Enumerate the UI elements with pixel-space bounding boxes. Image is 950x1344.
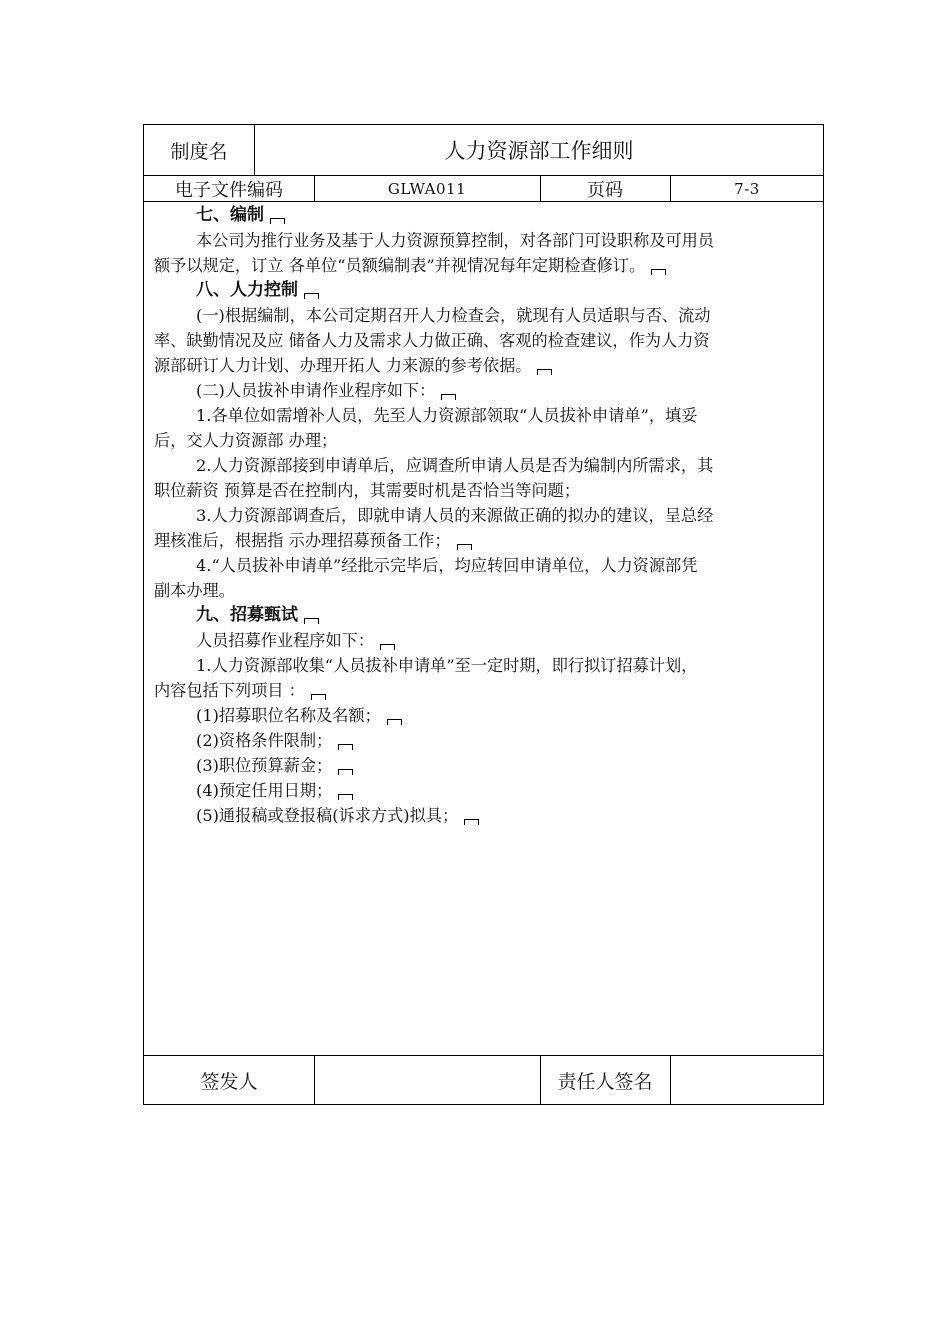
- responsible-label: 责任人签名: [557, 1070, 653, 1093]
- section-heading-9: 九、招募甄试: [196, 603, 319, 628]
- file-code-value: GLWA011: [387, 179, 467, 198]
- list-item: (1)招募职位名称及名额；: [196, 703, 402, 728]
- paragraph-line: 理核准后，根据指 示办理招募预备工作；: [154, 528, 472, 553]
- list-item: (4)预定任用日期；: [196, 778, 353, 803]
- name-label: 制度名: [170, 140, 228, 163]
- issuer-label: 签发人: [200, 1070, 258, 1093]
- file-code-label: 电子文件编码: [175, 179, 283, 201]
- paragraph-line: 副本办理。: [154, 581, 235, 600]
- section-heading-8: 八、人力控制: [196, 278, 319, 303]
- paragraph-line: 本公司为推行业务及基于人力资源预算控制，对各部门可设职称及可用员: [196, 231, 714, 250]
- paragraph-line: 2.人力资源部接到申请单后，应调查所申请人员是否为编制内所需求，其: [196, 456, 714, 475]
- paragraph-line: 职位薪资 预算是否在控制内，其需要时机是否恰当等问题；: [154, 481, 581, 500]
- paragraph-line: (一)根据编制，本公司定期召开人力检查会，就现有人员适职与否、流动: [196, 306, 711, 325]
- paragraph-line: (二)人员拔补申请作业程序如下：: [196, 378, 456, 403]
- paragraph-line: 1.各单位如需增补人员，先至人力资源部领取“人员拔补申请单”，填妥: [196, 406, 698, 425]
- paragraph-line: 人员招募作业程序如下：: [196, 628, 395, 653]
- paragraph-line: 源部研订人力计划、办理开拓人 力来源的参考依据。: [154, 353, 552, 378]
- responsible-signature: [670, 1056, 824, 1104]
- paragraph-line: 1.人力资源部收集“人员拔补申请单”至一定时期，即行拟订招募计划，: [196, 656, 698, 675]
- paragraph-line: 后，交人力资源部 办理；: [154, 431, 338, 450]
- document-title: 人力资源部工作细则: [444, 139, 634, 163]
- paragraph-line: 率、缺勤情况及应 储备人力及需求人力做正确、客观的检查建议，作为人力资: [154, 331, 710, 350]
- section-heading-7: 七、编制: [196, 203, 285, 228]
- page-value: 7-3: [734, 179, 760, 198]
- list-item: (2)资格条件限制；: [196, 728, 353, 753]
- document-form: [143, 124, 824, 1105]
- paragraph-line: 内容包括下列项目 ：: [154, 678, 326, 703]
- paragraph-line: 额予以规定，订立 各单位“员额编制表”并视情况每年定期检查修订。: [154, 253, 666, 278]
- page-label: 页码: [587, 179, 623, 201]
- paragraph-line: 4.“人员拔补申请单”经批示完毕后，均应转回申请单位，人力资源部凭: [196, 556, 698, 575]
- list-item: (5)通报稿或登报稿(诉求方式)拟具；: [196, 803, 479, 828]
- list-item: (3)职位预算薪金；: [196, 753, 353, 778]
- issuer-value: [314, 1056, 540, 1104]
- paragraph-line: 3.人力资源部调查后，即就申请人员的来源做正确的拟办的建议，呈总经: [196, 506, 714, 525]
